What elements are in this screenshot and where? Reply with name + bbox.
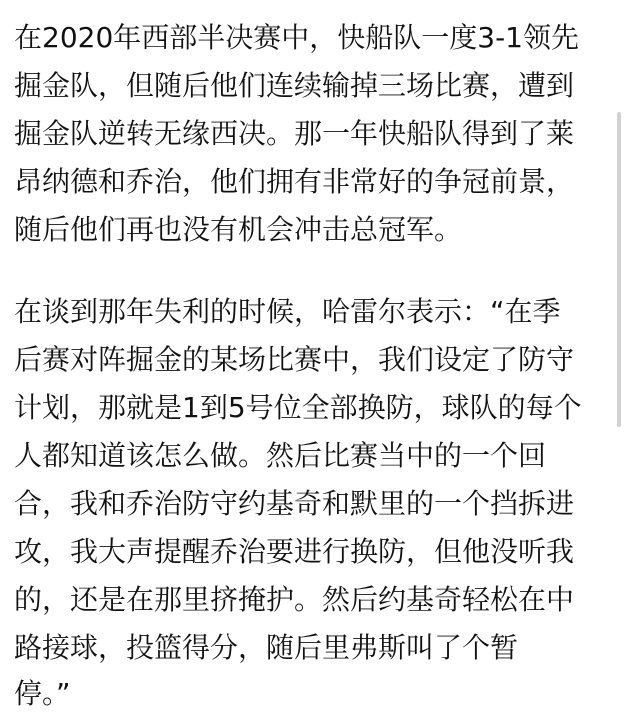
paragraph-1-line-5: 随后他们再也没有机会冲击总冠军。 <box>14 213 463 246</box>
paragraph-1-line-3: 掘金队逆转无缘西决。那一年快船队得到了莱 <box>14 117 575 150</box>
paragraph-1-line-4: 昂纳德和乔治，他们拥有非常好的争冠前景， <box>14 165 575 198</box>
paragraph-2-line-8: 路接球，投篮得分，随后里弗斯叫了个暂 <box>14 631 519 664</box>
paragraph-1-line-2: 掘金队，但随后他们连续输掉三场比赛，遭到 <box>14 69 575 102</box>
paragraph-2-line-2: 后赛对阵掘金的某场比赛中，我们设定了防守 <box>14 343 575 376</box>
paragraph-2-line-6: 攻，我大声提醒乔治要进行换防，但他没听我 <box>14 535 575 568</box>
paragraph-1-line-1: 在2020年西部半决赛中，快船队一度3-1领先 <box>14 21 579 54</box>
paragraph-2-line-1: 在谈到那年失利的时候，哈雷尔表示：“在季 <box>14 295 561 328</box>
paragraph-2-line-7: 的，还是在那里挤掩护。然后约基奇轻松在中 <box>14 583 575 616</box>
vertical-scrollbar[interactable] <box>617 112 621 427</box>
paragraph-2-line-4: 人都知道该怎么做。然后比赛当中的一个回 <box>14 439 547 472</box>
paragraph-2-line-3: 计划，那就是1到5号位全部换防，球队的每个 <box>14 391 582 424</box>
paragraph-2-line-9: 停。” <box>14 677 71 710</box>
paragraph-2-line-5: 合，我和乔治防守约基奇和默里的一个挡拆进 <box>14 487 575 520</box>
